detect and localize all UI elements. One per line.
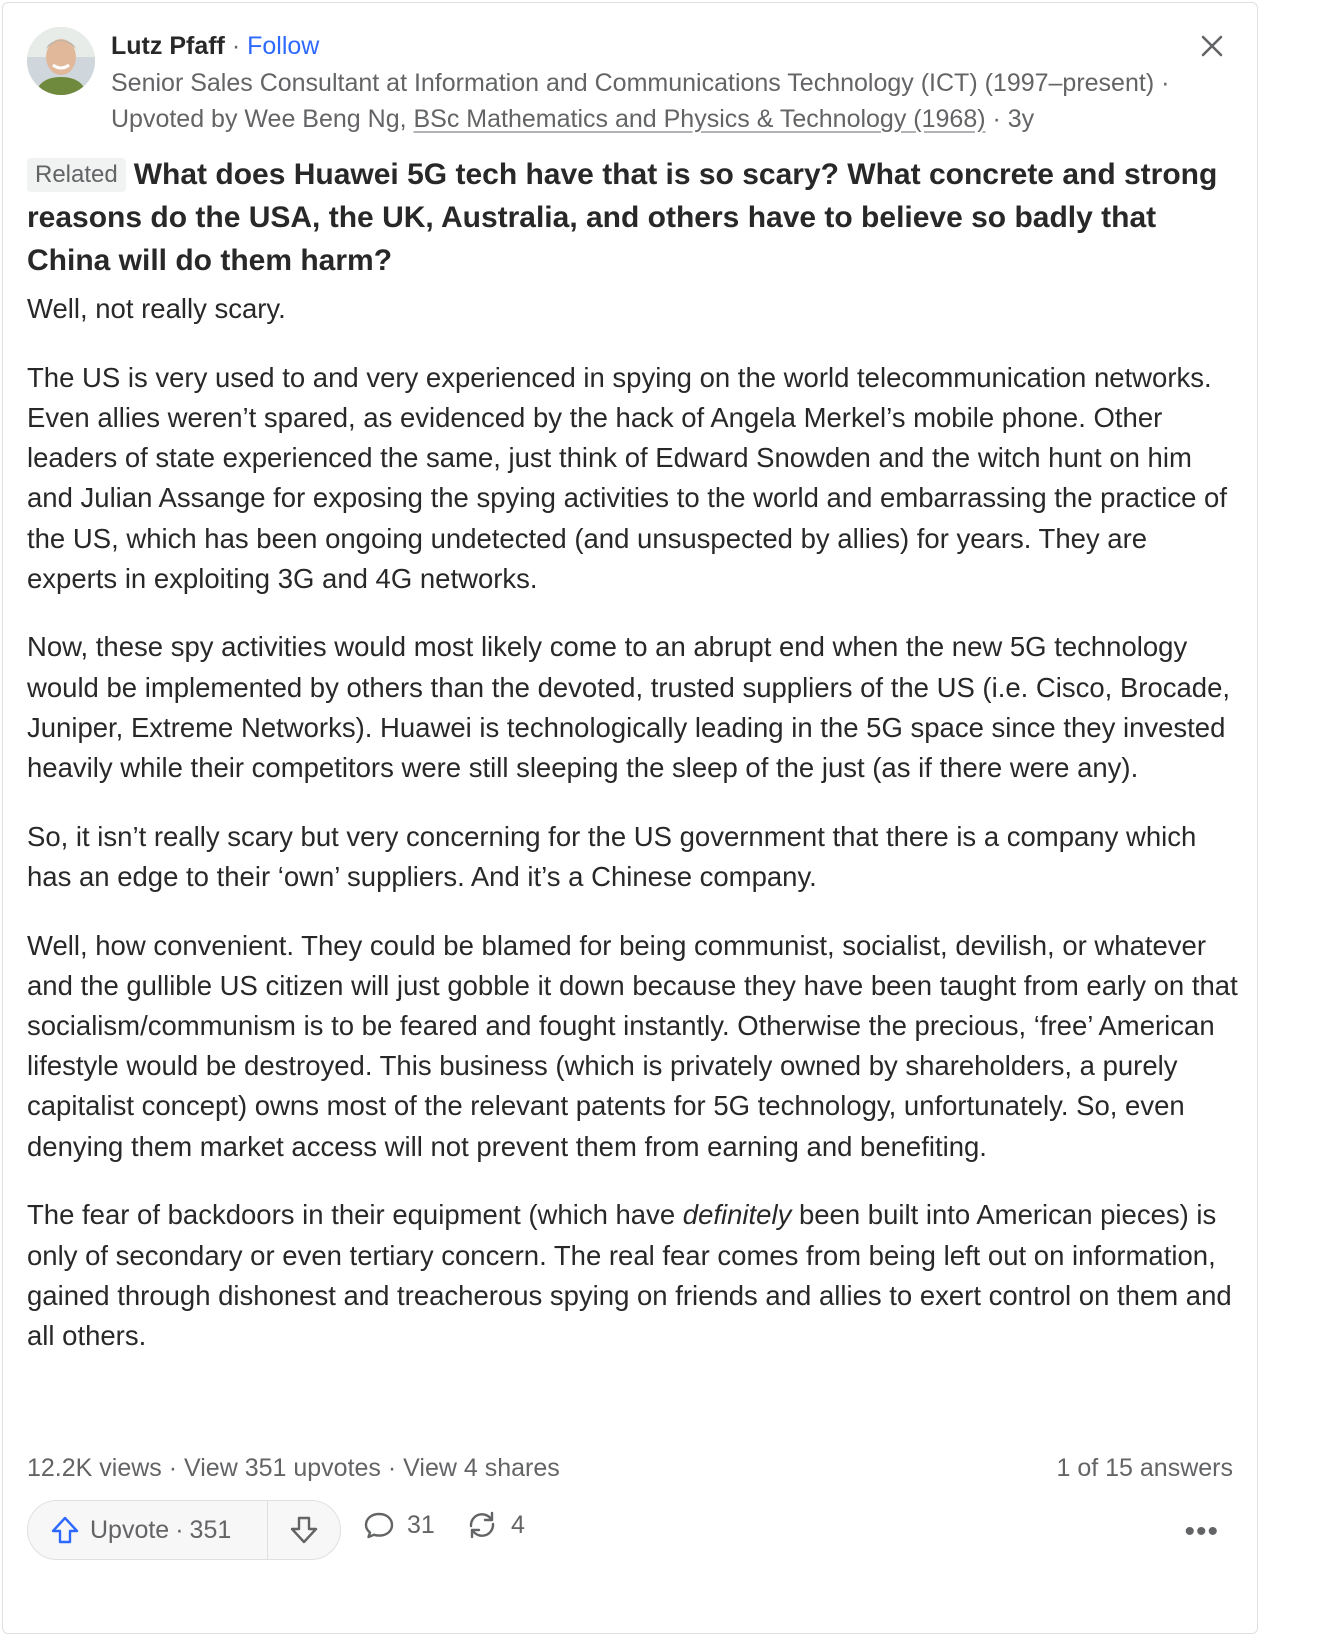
answer-stats <box>27 1451 560 1485</box>
paragraph-text: been built into American pieces) is only of secondary or even tertiary concern. The real fear comes from being left out on information, gained through dishonest and treacherous spying on friends and allies to exert control on them and all others. <box>27 1199 1232 1351</box>
upvote-count: 351 <box>189 1515 232 1544</box>
comment-count: 31 <box>407 1510 435 1539</box>
upvoted-by-line <box>111 103 1034 135</box>
author-line <box>111 31 319 61</box>
avatar-photo <box>27 27 95 95</box>
reshare-icon <box>465 1510 499 1540</box>
related-tag: Related <box>27 158 126 192</box>
answer-paragraph: Well, how convenient. They could be blamed for being communist, socialist, devilish, or whatever and the gullible US citizen will just gobble it down because they have been taught from early on that socialism/communism is to be feared and fought instantly. Otherwise the precious, ‘free’ American lifestyle would be destroyed. This business (which is privately owned by shareholders, a purely capitalist concept) owns most of the relevant patents for 5G technology, unfortunately. So, even denying them market access will not prevent them from earning and benefiting. <box>27 929 1238 1162</box>
credential-text[interactable]: Senior Sales Consultant at Information and Communications Technology (ICT) (1997–present) · <box>111 69 1170 97</box>
answer-paragraph: Now, these spy activities would most likely come to an abrupt end when the new 5G technology would be implemented by others than the devoted, trusted suppliers of the US (i.e. Cisco, Brocade, Juniper, Extreme Networks). Huawei is technologically leading in the 5G space since they invested heavily while their competitors were still sleeping the sleep of the just (as if there were any). <box>27 631 1231 784</box>
upvote-button[interactable] <box>28 1501 268 1559</box>
answer-age[interactable]: · 3y <box>992 105 1035 133</box>
separator-dot: · <box>168 1454 178 1482</box>
separator-dot: · <box>231 32 241 60</box>
separator-dot: · <box>175 1515 184 1544</box>
view-upvotes-link[interactable]: View 351 upvotes <box>184 1454 381 1482</box>
upvote-arrow-icon <box>50 1515 80 1545</box>
question-text[interactable]: What does Huawei 5G tech have that is so scary? What concrete and strong reasons do the USA, the UK, Australia, and others have to believe so badly that China will do them harm? <box>27 158 1218 277</box>
author-name[interactable]: Lutz Pfaff <box>111 32 225 60</box>
close-button[interactable] <box>1197 31 1227 61</box>
comment-icon <box>363 1510 395 1540</box>
view-shares-link[interactable]: View 4 shares <box>403 1454 560 1482</box>
author-avatar[interactable] <box>27 27 95 95</box>
paragraph-text: The fear of backdoors in their equipment (which have <box>27 1199 683 1231</box>
share-button[interactable] <box>465 1510 525 1540</box>
close-icon <box>1197 31 1227 61</box>
answer-paragraph <box>27 1195 1242 1356</box>
upvote-label: Upvote <box>90 1515 170 1544</box>
answer-paragraph: So, it isn’t really scary but very concerning for the US government that there is a company which has an edge to their ‘own’ suppliers. And it’s a Chinese company. <box>27 820 1197 892</box>
share-count: 4 <box>511 1510 525 1539</box>
question-title[interactable] <box>27 153 1237 282</box>
answer-paragraph: Well, not really scary. <box>27 293 286 324</box>
more-button[interactable] <box>1184 1515 1219 1549</box>
separator-dot: · <box>387 1454 397 1482</box>
views-count: 12.2K views <box>27 1454 162 1482</box>
emphasis-text: definitely <box>682 1199 792 1231</box>
answer-position[interactable]: 1 of 15 answers <box>1056 1454 1233 1482</box>
upvoted-by-text[interactable]: Upvoted by Wee Beng Ng, <box>111 105 407 133</box>
comment-button[interactable] <box>363 1510 435 1540</box>
vote-pill <box>27 1500 341 1560</box>
follow-button[interactable]: Follow <box>247 32 320 60</box>
downvote-button[interactable] <box>268 1501 340 1559</box>
downvote-arrow-icon <box>289 1515 319 1545</box>
answer-card <box>2 2 1258 1634</box>
answer-paragraph: The US is very used to and very experienced in spying on the world telecommunication networks. Even allies weren’t spared, as evidenced by the hack of Angela Merkel’s mobile phone. Other leaders of state experienced the same, just think of Edward Snowden and the witch hunt on him and Julian Assange for exposing the spying activities to the world and embarrassing the practice of the US, which has been ongoing undetected (and unsuspected by allies) for years. They are experts in exploiting 3G and 4G networks. <box>27 361 1227 594</box>
answer-body <box>27 289 1242 1385</box>
upvoter-credential[interactable]: BSc Mathematics and Physics & Technology (1968) <box>413 105 986 133</box>
more-icon: ••• <box>1184 1515 1219 1548</box>
author-credential <box>111 67 1169 99</box>
